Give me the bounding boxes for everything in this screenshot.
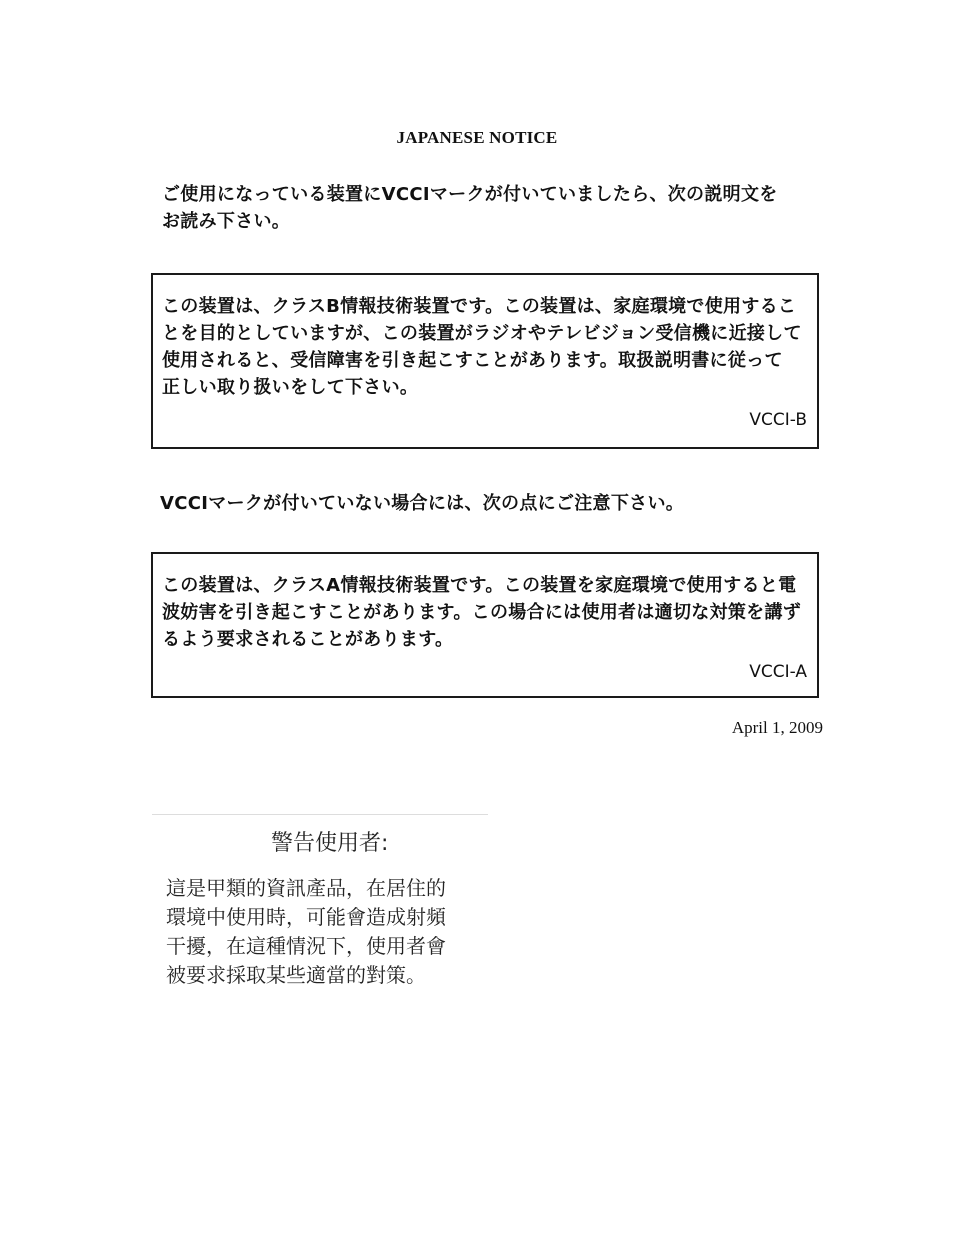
no-mark-notice: VCCIマークが付いていない場合には、次の点にご注意下さい。 [160,493,685,514]
intro-line: お読み下さい。 [162,211,291,232]
class-b-notice-box [151,273,819,449]
class-a-line: この装置は、クラスA情報技術装置です。この装置を家庭環境で使用すると電 [162,575,797,596]
vcci-intro-text [162,181,812,235]
class-b-notice-text [162,293,812,401]
taiwan-warning-text [166,874,486,990]
taiwan-line: 被要求採取某些適當的對策。 [166,963,426,987]
class-a-notice-box [151,552,819,698]
class-b-line: 使用されると、受信障害を引き起こすことがあります。取扱説明書に従って [162,350,783,371]
class-b-line: この装置は、クラスB情報技術装置です。この装置は、家庭環境で使用するこ [162,296,797,317]
taiwan-warning-title: 警告使用者: [271,831,389,856]
page-title: JAPANESE NOTICE [396,128,558,147]
divider [152,814,488,815]
class-b-line: とを目的としていますが、この装置がラジオやテレビジョン受信機に近接して [162,323,802,344]
intro-line: ご使用になっている装置にVCCIマークが付いていましたら、次の説明文を [162,184,778,205]
document-date: April 1, 2009 [731,718,823,737]
class-b-line: 正しい取り扱いをして下さい。 [162,377,419,398]
taiwan-line: 環境中使用時，可能會造成射頻 [166,905,446,929]
class-a-notice-text [162,572,812,653]
vcci-a-label: VCCI-A [749,662,807,682]
taiwan-line: 干擾，在這種情況下，使用者會 [166,934,446,958]
taiwan-line: 這是甲類的資訊產品，在居住的 [166,876,446,900]
class-a-line: るよう要求されることがあります。 [162,629,454,650]
vcci-b-label: VCCI-B [749,410,807,430]
class-a-line: 波妨害を引き起こすことがあります。この場合には使用者は適切な対策を講ず [162,602,802,623]
